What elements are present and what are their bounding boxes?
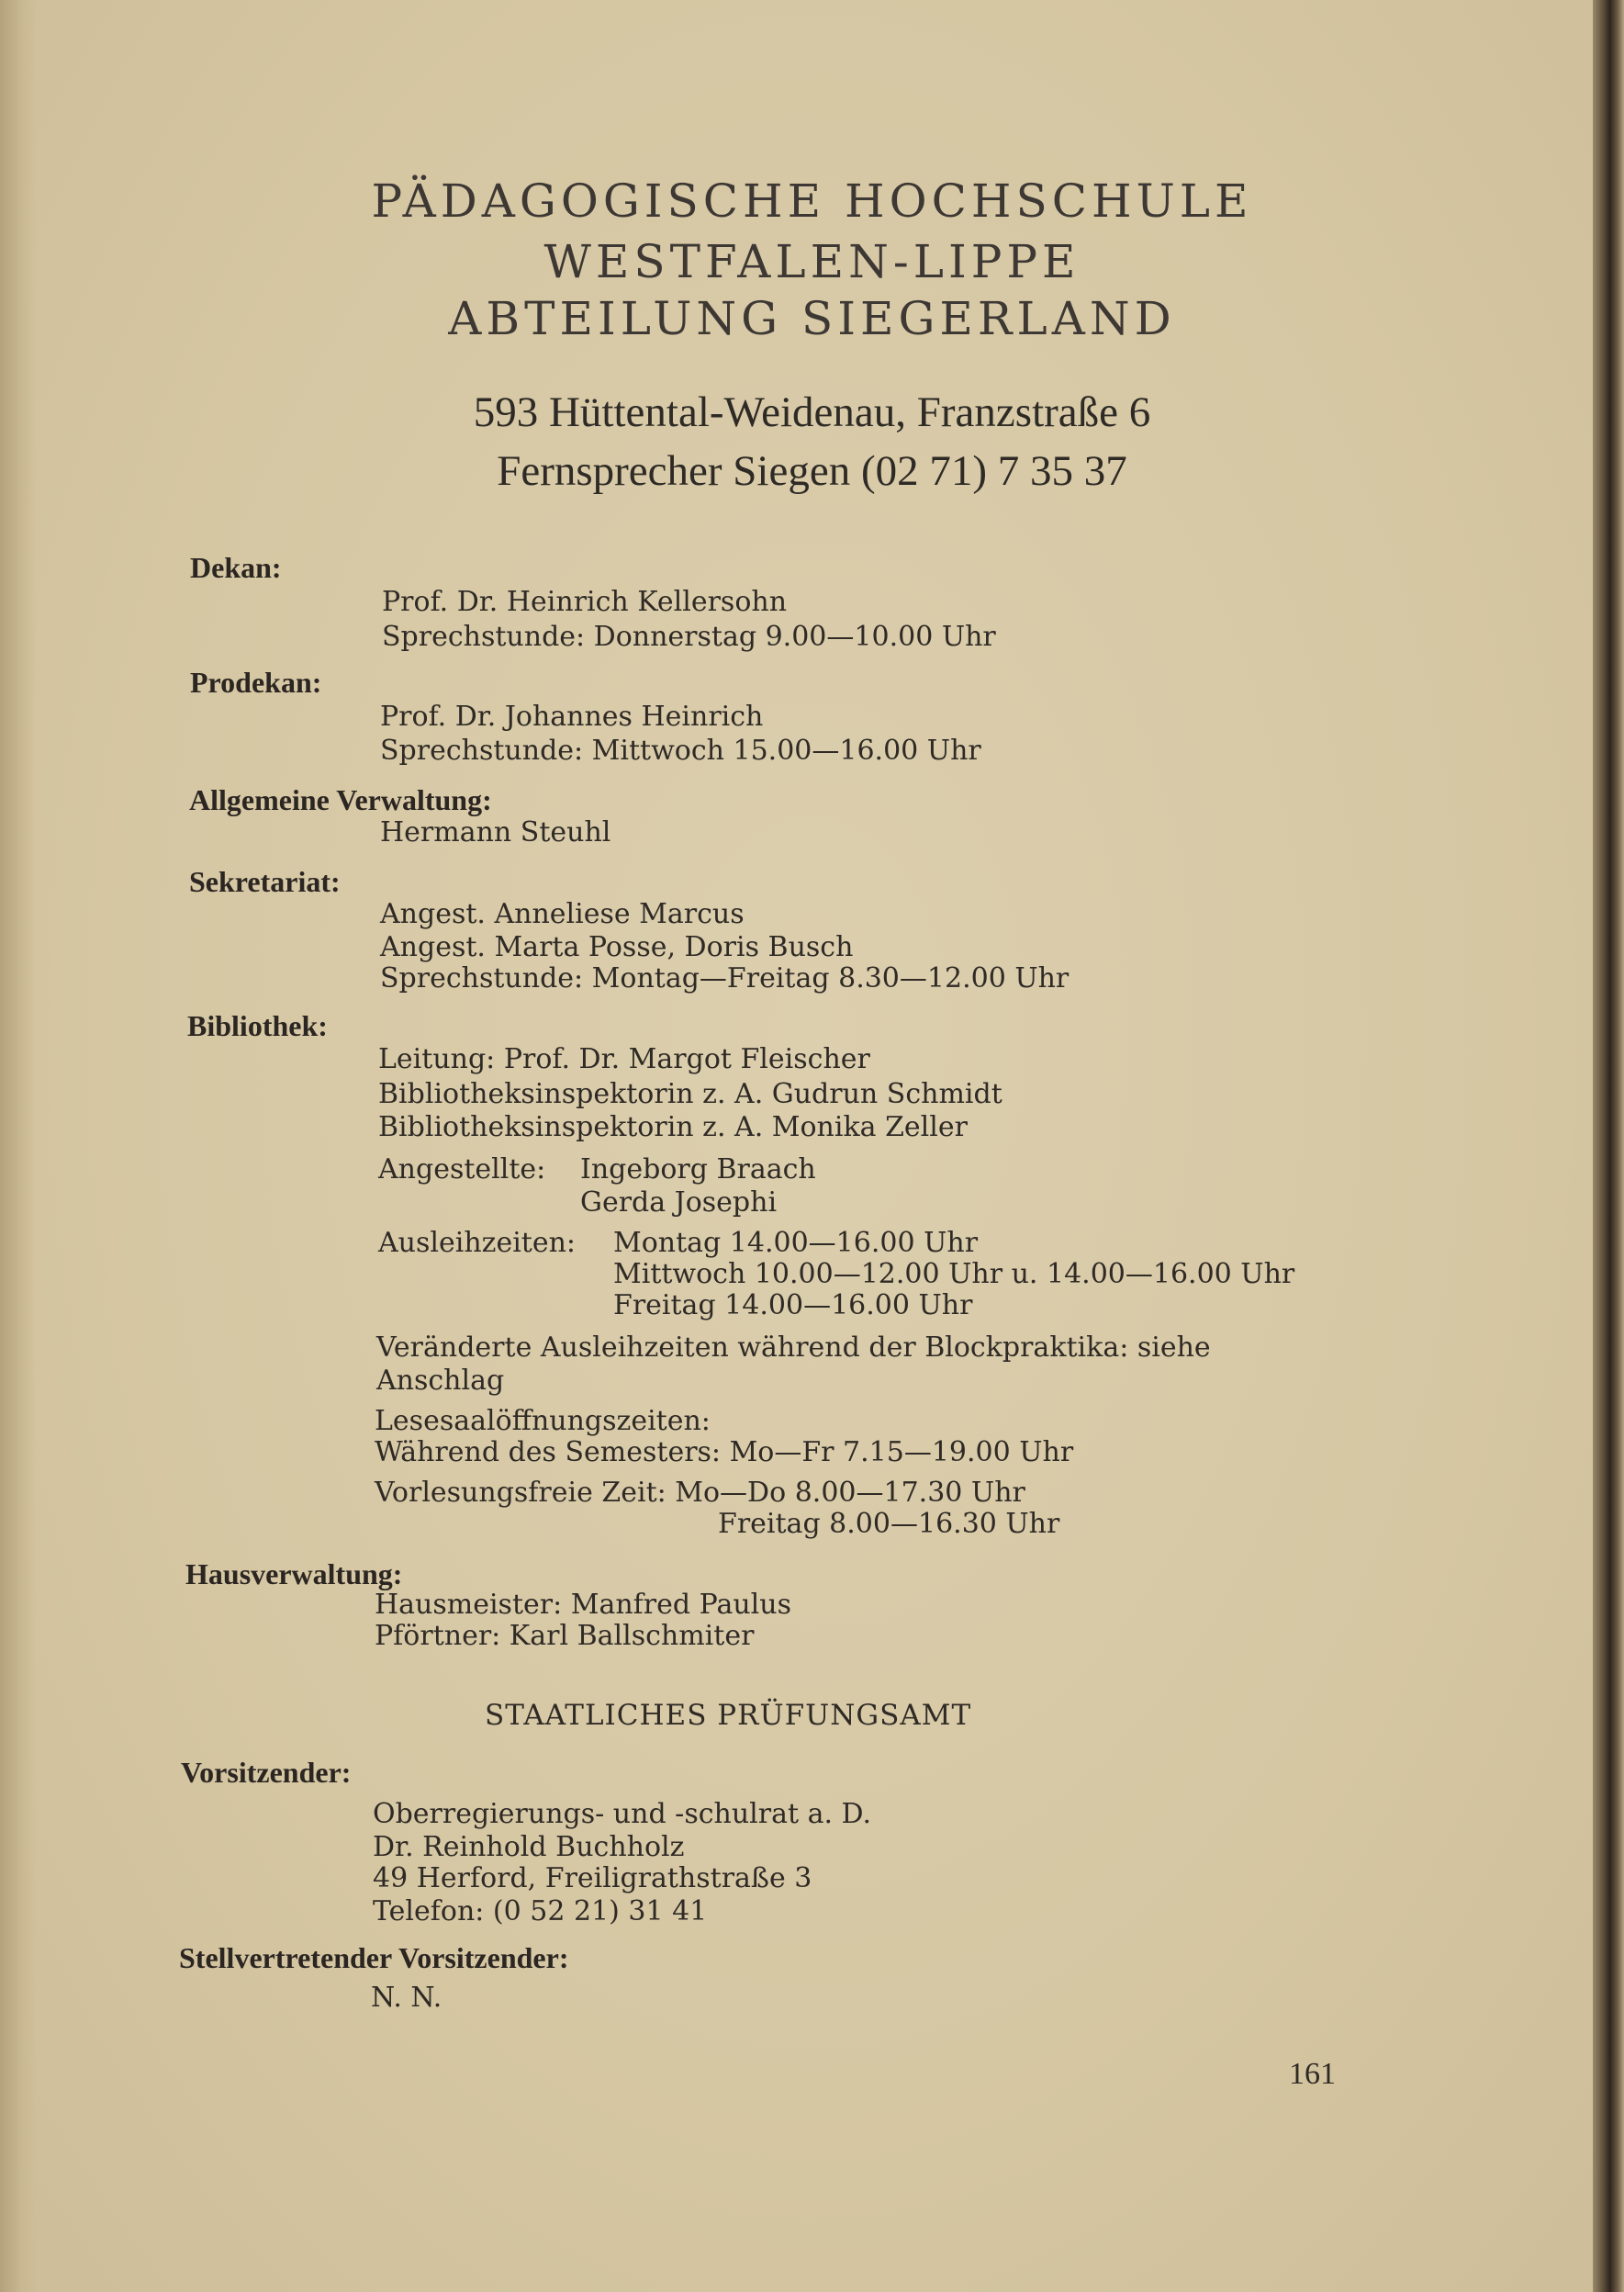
prodekan-hours: Sprechstunde: Mittwoch 15.00—16.00 Uhr — [380, 735, 981, 767]
header-line-1: PÄDAGOGISCHE HOCHSCHULE — [371, 174, 1253, 228]
header-line-3: ABTEILUNG SIEGERLAND — [448, 292, 1176, 345]
lesesaal-vorlesungsfrei: Vorlesungsfreie Zeit: Mo—Do 8.00—17.30 Uhr — [375, 1477, 1025, 1509]
verwaltung-name: Hermann Steuhl — [380, 816, 611, 848]
address-phone: Fernsprecher Siegen (02 71) 7 35 37 — [497, 447, 1127, 495]
ausleihzeiten-label: Ausleihzeiten: — [378, 1227, 577, 1259]
pfoertner: Pförtner: Karl Ballschmiter — [375, 1620, 755, 1652]
vorsitzender-title: Oberregierungs- und -schulrat a. D. — [373, 1798, 872, 1830]
vorsitzender-address: 49 Herford, Freiligrathstraße 3 — [373, 1862, 812, 1894]
angestellte-label: Angestellte: — [378, 1153, 546, 1185]
prodekan-label: Prodekan: — [190, 666, 322, 699]
bibliothek-label: Bibliothek: — [187, 1009, 328, 1042]
dekan-hours: Sprechstunde: Donnerstag 9.00—10.00 Uhr — [382, 621, 996, 653]
blockpraktika-note-2: Anschlag — [376, 1365, 505, 1397]
hausverwaltung-label: Hausverwaltung: — [185, 1557, 403, 1590]
dekan-name: Prof. Dr. Heinrich Kellersohn — [382, 586, 788, 618]
sekretariat-line-2: Angest. Marta Posse, Doris Busch — [380, 931, 854, 963]
pruefungsamt-heading: STAATLICHES PRÜFUNGSAMT — [485, 1699, 972, 1732]
ausleihzeiten-mittwoch: Mittwoch 10.00—12.00 Uhr u. 14.00—16.00 Uhr — [613, 1258, 1295, 1290]
lesesaal-semester: Während des Semesters: Mo—Fr 7.15—19.00 Uhr — [375, 1436, 1074, 1468]
angestellte-name-1: Ingeborg Braach — [580, 1153, 816, 1185]
bibliothek-leitung: Leitung: Prof. Dr. Margot Fleischer — [378, 1043, 870, 1075]
sekretariat-label: Sekretariat: — [189, 865, 341, 898]
hausmeister: Hausmeister: Manfred Paulus — [375, 1589, 791, 1621]
page-number: 161 — [1289, 2057, 1336, 2091]
prodekan-name: Prof. Dr. Johannes Heinrich — [380, 701, 764, 733]
vorsitzender-phone: Telefon: (0 52 21) 31 41 — [373, 1895, 708, 1927]
ausleihzeiten-freitag: Freitag 14.00—16.00 Uhr — [613, 1289, 973, 1321]
lesesaal-label: Lesesaalöffnungszeiten: — [375, 1405, 711, 1437]
blockpraktika-note: Veränderte Ausleihzeiten während der Blockpraktika: siehe — [376, 1331, 1211, 1364]
ausleihzeiten-montag: Montag 14.00—16.00 Uhr — [613, 1227, 979, 1259]
vorsitzender-label: Vorsitzender: — [181, 1756, 352, 1789]
stellvertreter-label: Stellvertretender Vorsitzender: — [179, 1941, 569, 1974]
address-street: 593 Hüttental-Weidenau, Franzstraße 6 — [473, 388, 1151, 436]
sekretariat-line-1: Angest. Anneliese Marcus — [380, 898, 745, 930]
stellvertreter-name: N. N. — [371, 1982, 442, 2014]
header-line-2: WESTFALEN-LIPPE — [543, 235, 1081, 288]
bibliothek-inspektorin-1: Bibliotheksinspektorin z. A. Gudrun Schmidt — [378, 1078, 1002, 1110]
bibliothek-inspektorin-2: Bibliotheksinspektorin z. A. Monika Zeller — [378, 1111, 968, 1143]
verwaltung-label: Allgemeine Verwaltung: — [189, 783, 492, 816]
dekan-label: Dekan: — [190, 551, 282, 584]
vorsitzender-name: Dr. Reinhold Buchholz — [373, 1831, 685, 1863]
angestellte-name-2: Gerda Josephi — [580, 1186, 778, 1219]
lesesaal-freitag: Freitag 8.00—16.30 Uhr — [718, 1508, 1060, 1540]
sekretariat-hours: Sprechstunde: Montag—Freitag 8.30—12.00 Uhr — [380, 962, 1070, 994]
